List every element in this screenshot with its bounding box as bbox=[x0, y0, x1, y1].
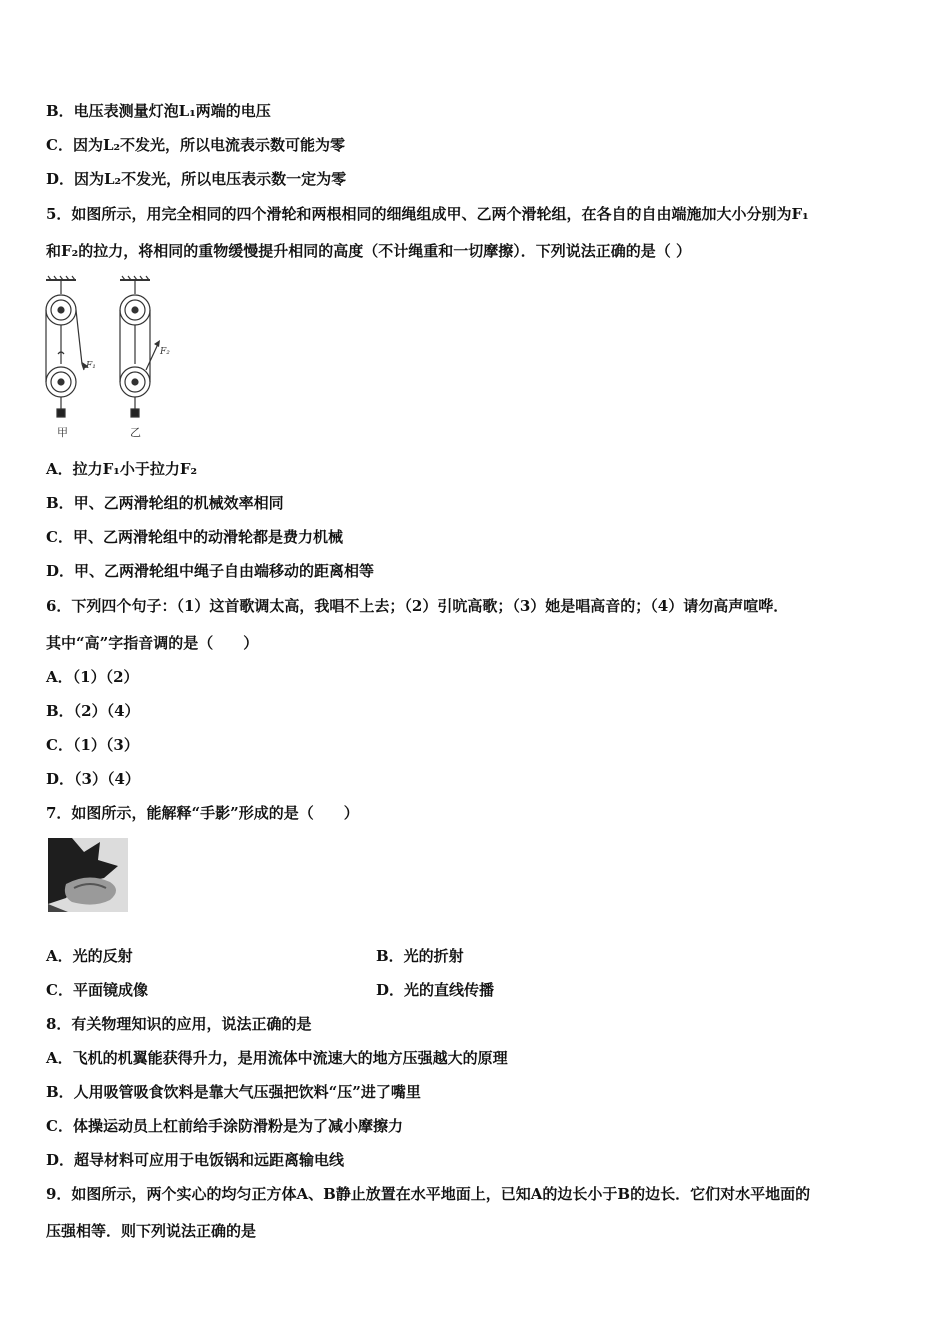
q8-option-a: A．飞机的机翼能获得升力，是用流体中流速大的地方压强越大的原理 bbox=[46, 1049, 508, 1067]
q7-option-d: D．光的直线传播 bbox=[376, 981, 495, 999]
q5-option-b: B．甲、乙两滑轮组的机械效率相同 bbox=[46, 494, 284, 512]
pulley-system-left bbox=[46, 276, 84, 417]
figure-label-right: 乙 bbox=[130, 426, 141, 439]
q8-stem: 8．有关物理知识的应用，说法正确的是 bbox=[46, 1015, 312, 1033]
q9-stem-line2: 压强相等．则下列说法正确的是 bbox=[46, 1222, 257, 1240]
q7-stem: 7．如图所示，能解释“手影”形成的是（ ） bbox=[46, 804, 359, 822]
q6-stem-line1: 6．下列四个句子：（1）这首歌调太高，我唱不上去；（2）引吭高歌；（3）她是唱高音的；（4）请勿高声喧哗． bbox=[46, 597, 789, 615]
q4-option-c: C．因为L₂不发光，所以电流表示数可能为零 bbox=[46, 136, 346, 154]
q8-option-d: D．超导材料可应用于电饭锅和远距离输电线 bbox=[46, 1151, 345, 1169]
q6-option-c: C．（1）（3） bbox=[46, 736, 139, 754]
q8-option-c: C．体操运动员上杠前给手涂防滑粉是为了减小摩擦力 bbox=[46, 1117, 403, 1135]
q4-option-d: D．因为L₂不发光，所以电压表示数一定为零 bbox=[46, 170, 347, 188]
q5-option-d: D．甲、乙两滑轮组中绳子自由端移动的距离相等 bbox=[46, 562, 375, 580]
q5-option-c: C．甲、乙两滑轮组中的动滑轮都是费力机械 bbox=[46, 528, 343, 546]
force-label-left: F₁ bbox=[86, 361, 96, 371]
q4-option-b: B．电压表测量灯泡L₁两端的电压 bbox=[46, 102, 271, 120]
q7-option-a: A．光的反射 bbox=[46, 947, 133, 965]
q7-option-c: C．平面镜成像 bbox=[46, 981, 148, 999]
pulley-figure bbox=[40, 274, 190, 442]
q6-stem-line2: 其中“高”字指音调的是（ ） bbox=[46, 634, 259, 652]
q8-option-b: B．人用吸管吸食饮料是靠大气压强把饮料“压”进了嘴里 bbox=[46, 1083, 421, 1101]
q5-stem-line1: 5．如图所示，用完全相同的四个滑轮和两根相同的细绳组成甲、乙两个滑轮组，在各自的自由端施加大小分别为F₁ bbox=[46, 205, 809, 223]
pulley-system-right bbox=[120, 276, 158, 417]
q7-option-b: B．光的折射 bbox=[376, 947, 464, 965]
hand-shadow-image bbox=[48, 838, 128, 912]
figure-label-left: 甲 bbox=[57, 426, 68, 439]
q6-option-d: D．（3）（4） bbox=[46, 770, 140, 788]
q9-stem-line1: 9．如图所示，两个实心的均匀正方体A、B静止放置在水平地面上，已知A的边长小于B的边长．它们对水平地面的 bbox=[46, 1185, 811, 1203]
q6-option-a: A．（1）（2） bbox=[46, 668, 139, 686]
q5-option-a: A．拉力F₁小于拉力F₂ bbox=[46, 460, 198, 478]
force-label-right: F₂ bbox=[160, 347, 170, 357]
q5-stem-line2: 和F₂的拉力，将相同的重物缓慢提升相同的高度（不计绳重和一切摩擦）．下列说法正确的是（ ） bbox=[46, 242, 691, 260]
q6-option-b: B．（2）（4） bbox=[46, 702, 140, 720]
